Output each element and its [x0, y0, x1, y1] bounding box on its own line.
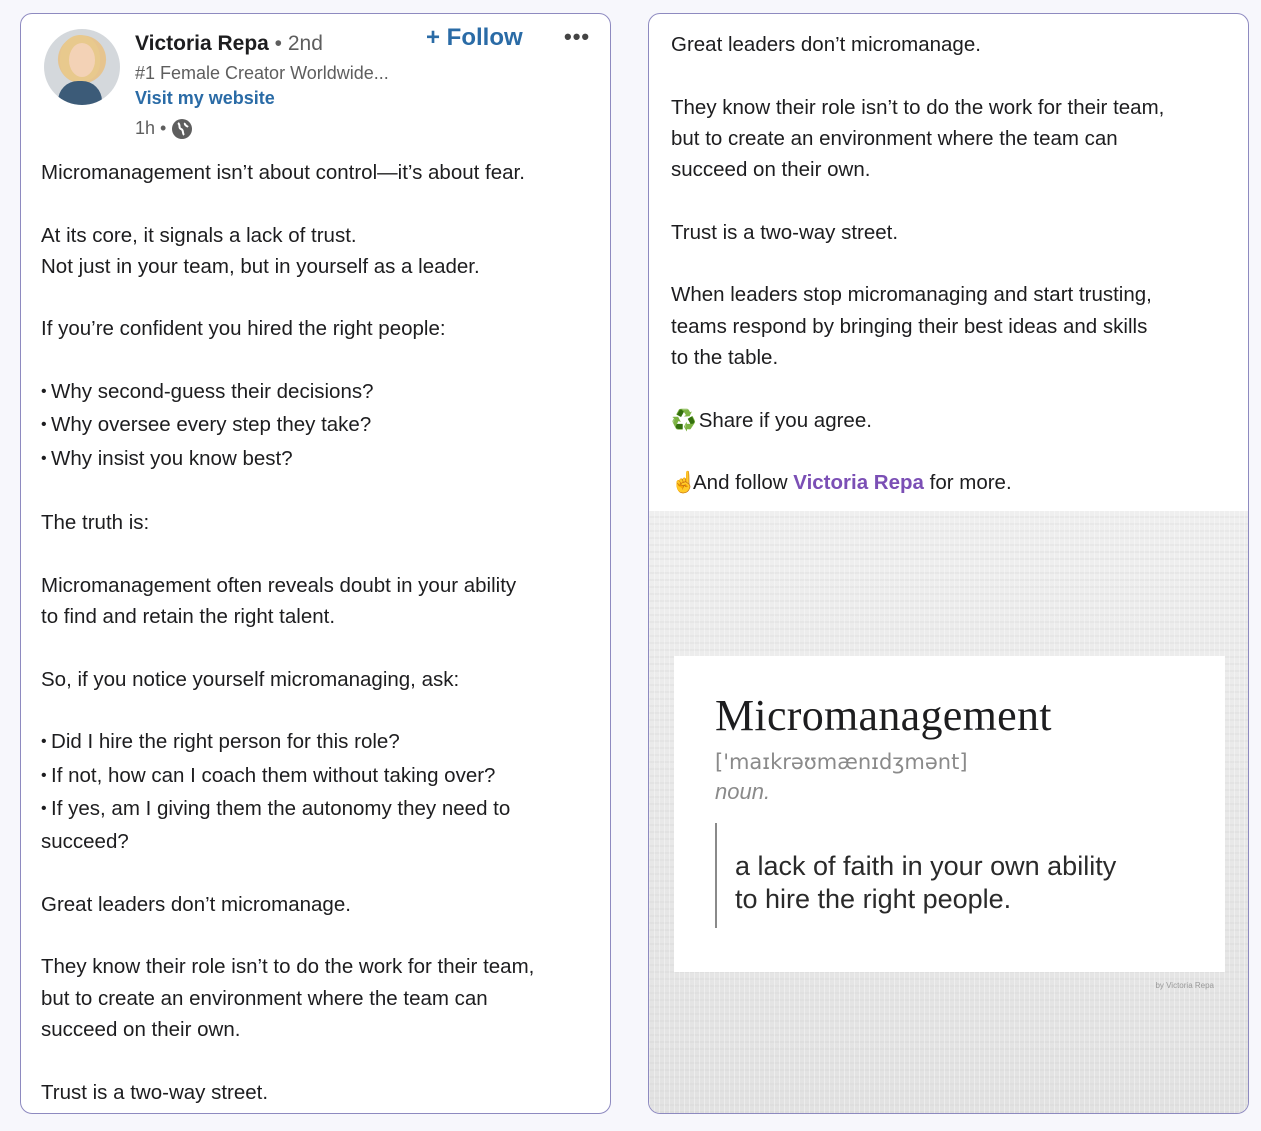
- text-line: Great leaders don’t micromanage.: [671, 33, 981, 56]
- text-line: They know their role isn’t to do the work for their team,: [671, 95, 1165, 119]
- paragraph: [671, 279, 1234, 373]
- text-line: Trust is a two-way street.: [671, 220, 899, 244]
- definition-word: Micromanagement: [715, 691, 1052, 740]
- paragraph: [41, 1077, 596, 1108]
- text-line: teams respond by bringing their best ideas and skills: [671, 314, 1148, 338]
- paragraph: [41, 157, 596, 188]
- post-body-left: [41, 157, 596, 1108]
- text-line: Micromanagement often reveals doubt in your ability: [41, 573, 517, 597]
- post-card-left: [20, 13, 611, 1114]
- follow-line-content: [671, 467, 1234, 498]
- text-line: Not just in your team, but in yourself as a leader.: [41, 254, 480, 278]
- definition-card: [674, 656, 1225, 972]
- pointing-up-icon: ☝️: [671, 471, 697, 495]
- text-line: The truth is:: [41, 511, 150, 535]
- definition-part-of-speech: noun.: [715, 779, 771, 804]
- author-avatar[interactable]: [44, 29, 120, 105]
- text-line: succeed on their own.: [41, 1018, 241, 1042]
- text-line: to find and retain the right talent.: [41, 605, 336, 629]
- globe-icon: [172, 119, 192, 139]
- follow-line: [671, 467, 1234, 498]
- follow-suffix: for more.: [923, 471, 1012, 495]
- quote-bar: [715, 823, 717, 928]
- post-card-right: [648, 13, 1249, 1114]
- post-meta: [135, 118, 192, 139]
- bullet-list: [41, 376, 596, 476]
- paragraph: [41, 220, 596, 283]
- text-line: but to create an environment where the team can: [41, 986, 488, 1010]
- paragraph: [671, 217, 1234, 248]
- text-line: They know their role isn’t to do the work for their team,: [41, 955, 535, 979]
- avatar-face: [69, 43, 95, 77]
- paragraph: [41, 951, 596, 1045]
- text-line: Trust is a two-way street.: [41, 1080, 269, 1104]
- bullet-item: • Why insist you know best?: [41, 443, 596, 476]
- author-mention-link[interactable]: Victoria Repa: [793, 471, 924, 495]
- bullet-item: • If not, how can I coach them without taking over?: [41, 760, 596, 793]
- text-line: So, if you notice yourself micromanaging, ask:: [41, 667, 460, 691]
- definition-text: [735, 850, 1116, 916]
- bullet-item: • Did I hire the right person for this role?: [41, 726, 596, 759]
- share-line-content: [671, 405, 1234, 436]
- definition-line: a lack of faith in your own ability: [735, 851, 1117, 881]
- connection-degree: • 2nd: [268, 32, 323, 55]
- text-line: When leaders stop micromanaging and start trusting,: [671, 283, 1152, 307]
- follow-prefix: And follow: [693, 471, 794, 495]
- more-options-icon[interactable]: •••: [564, 24, 591, 49]
- definition-line: to hire the right people.: [735, 884, 1012, 914]
- text-line: but to create an environment where the team can: [671, 126, 1118, 150]
- text-line: If you’re confident you hired the right people:: [41, 317, 446, 341]
- bullet-item: • Why second-guess their decisions?: [41, 376, 596, 409]
- author-headline: #1 Female Creator Worldwide...: [135, 63, 389, 83]
- follow-button[interactable]: + Follow: [426, 24, 523, 51]
- text-line: succeed on their own.: [671, 158, 871, 182]
- text-line: At its core, it signals a lack of trust.: [41, 223, 357, 247]
- avatar-shoulder: [58, 81, 102, 105]
- text-line: Micromanagement isn’t about control—it’s about fear.: [41, 161, 525, 184]
- share-line: [671, 405, 1234, 436]
- text-line: Great leaders don’t micromanage.: [41, 892, 351, 916]
- image-watermark: by Victoria Repa: [1155, 981, 1214, 990]
- share-text: Share if you agree.: [698, 408, 872, 432]
- author-name-line[interactable]: [135, 32, 323, 56]
- text-line: succeed?: [41, 830, 129, 854]
- paragraph: [671, 29, 1234, 60]
- text-line: to the table.: [671, 345, 779, 369]
- post-time: 1h •: [135, 118, 167, 138]
- paragraph: [41, 507, 596, 538]
- bullet-list: [41, 726, 596, 857]
- paragraph: [41, 313, 596, 344]
- author-name[interactable]: Victoria Repa: [135, 32, 269, 55]
- visit-website-link[interactable]: Visit my website: [135, 88, 275, 108]
- definition-phonetic: ['maɪkrəʊmænɪdʒmənt]: [715, 750, 968, 774]
- recycle-icon: ♻️: [671, 408, 697, 432]
- post-body-right: [671, 29, 1234, 498]
- paragraph: [41, 664, 596, 695]
- bullet-item: • Why oversee every step they take?: [41, 409, 596, 442]
- paragraph: [41, 889, 596, 920]
- paragraph: [41, 570, 596, 633]
- post-image[interactable]: [649, 511, 1248, 1113]
- bullet-item: • If yes, am I giving them the autonomy they need to: [41, 793, 596, 826]
- paragraph: [671, 92, 1234, 186]
